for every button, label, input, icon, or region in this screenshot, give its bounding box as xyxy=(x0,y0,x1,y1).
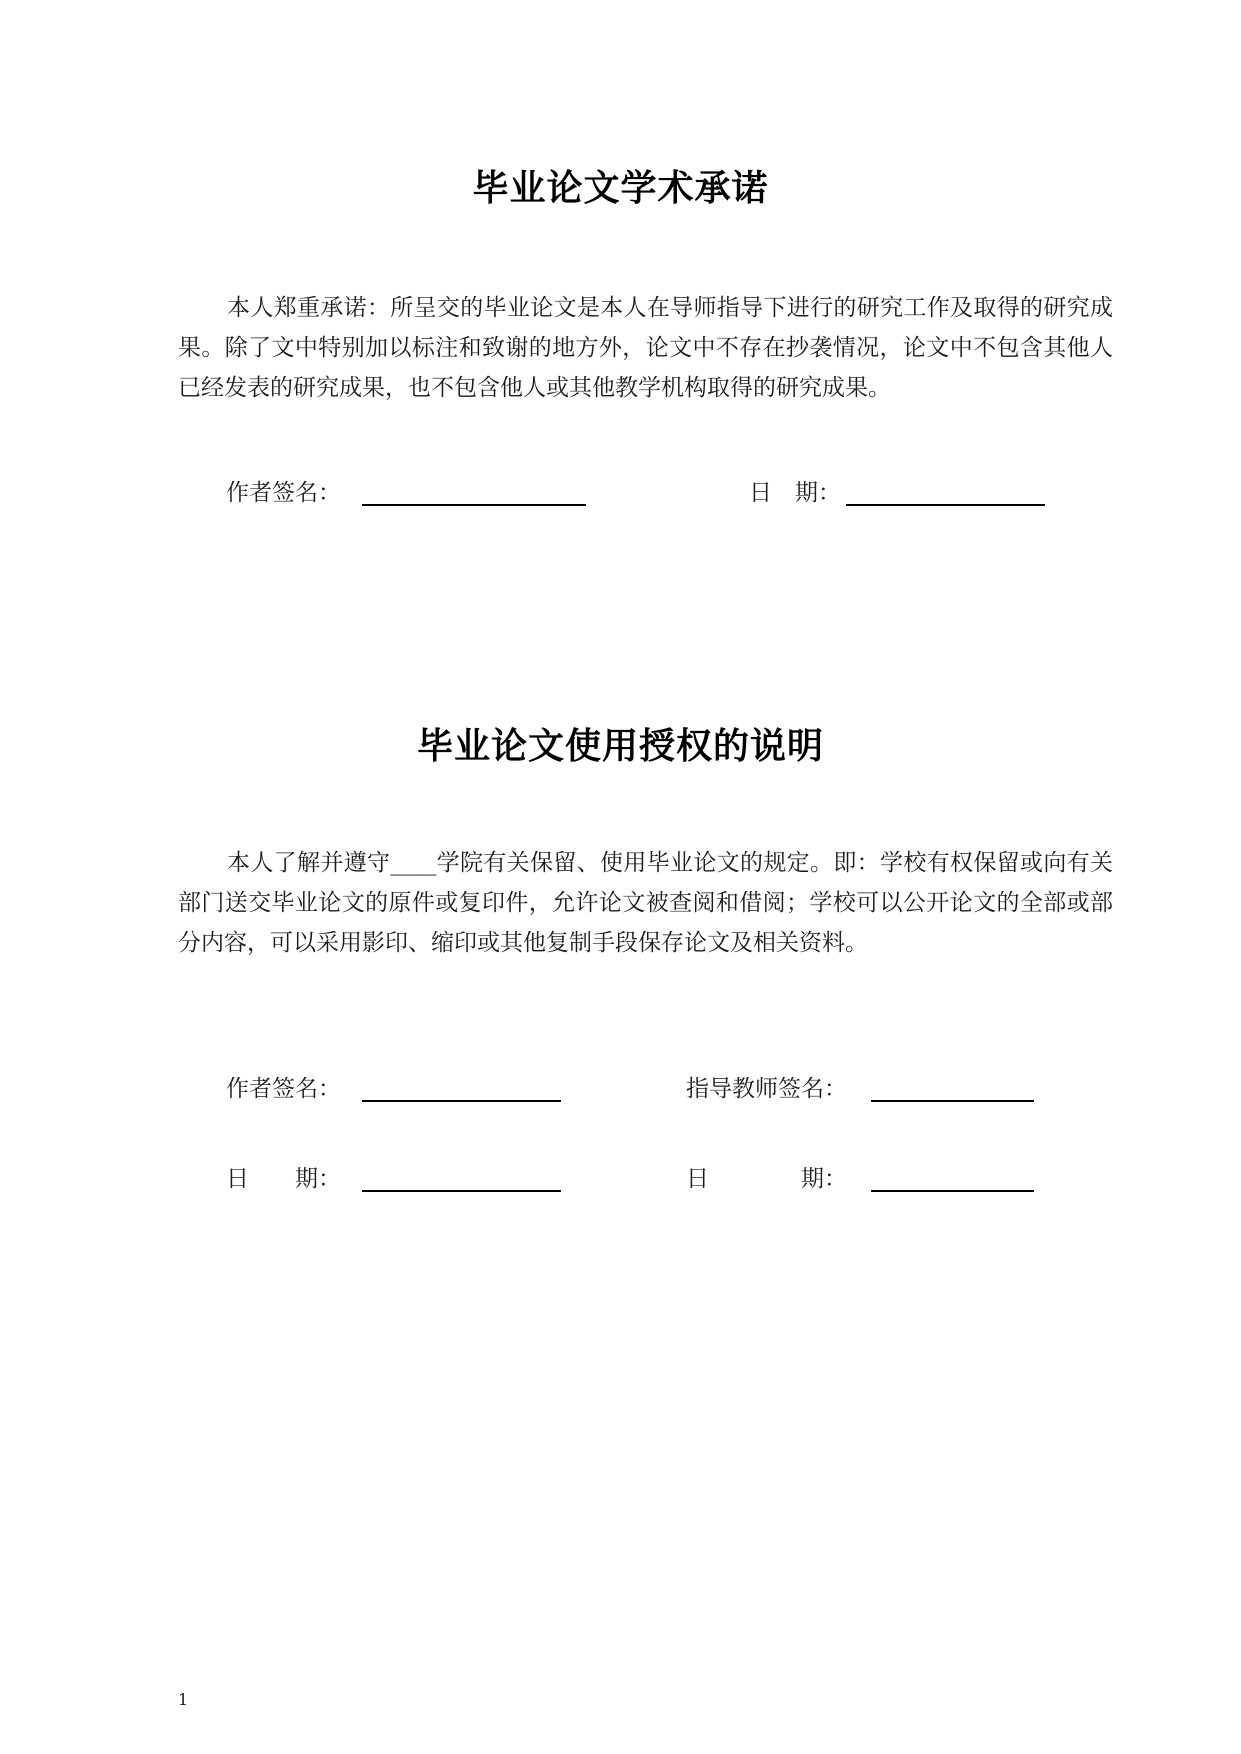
authorization-title: 毕业论文使用授权的说明 xyxy=(416,726,824,767)
pledge-body: 本人郑重承诺：所呈交的毕业论文是本人在导师指导下进行的研究工作及取得的研究成果。除了文中特别加以标注和致谢的地方外，论文中不存在抄袭情况，论文中不包含其他人已经发表的研究成果，也不包含他人或其他教学机构取得的研究成果。 xyxy=(178,295,1113,401)
authorization-author-signature-line[interactable] xyxy=(362,1100,561,1102)
pledge-date-line[interactable] xyxy=(846,504,1045,506)
pledge-author-signature-label: 作者签名： xyxy=(226,480,341,506)
advisor-date-label: 日 期： xyxy=(686,1166,847,1192)
advisor-signature-label: 指导教师签名： xyxy=(686,1076,847,1102)
pledge-date-label: 日 期： xyxy=(749,480,841,506)
pledge-title: 毕业论文学术承诺 xyxy=(472,168,769,209)
authorization-author-date-line[interactable] xyxy=(362,1190,561,1192)
advisor-date-line[interactable] xyxy=(871,1190,1034,1192)
authorization-author-date-label: 日 期： xyxy=(226,1166,341,1192)
pledge-author-signature-line[interactable] xyxy=(362,504,586,506)
advisor-signature-line[interactable] xyxy=(871,1100,1034,1102)
authorization-body: 本人了解并遵守____学院有关保留、使用毕业论文的规定。即：学校有权保留或向有关部门送交毕业论文的原件或复印件，允许论文被查阅和借阅；学校可以公开论文的全部或部分内容，可以采用影印、缩印或其他复制手段保存论文及相关资料。 xyxy=(178,850,1113,956)
authorization-author-signature-label: 作者签名： xyxy=(226,1076,341,1102)
page-number: 1 xyxy=(178,1690,189,1709)
